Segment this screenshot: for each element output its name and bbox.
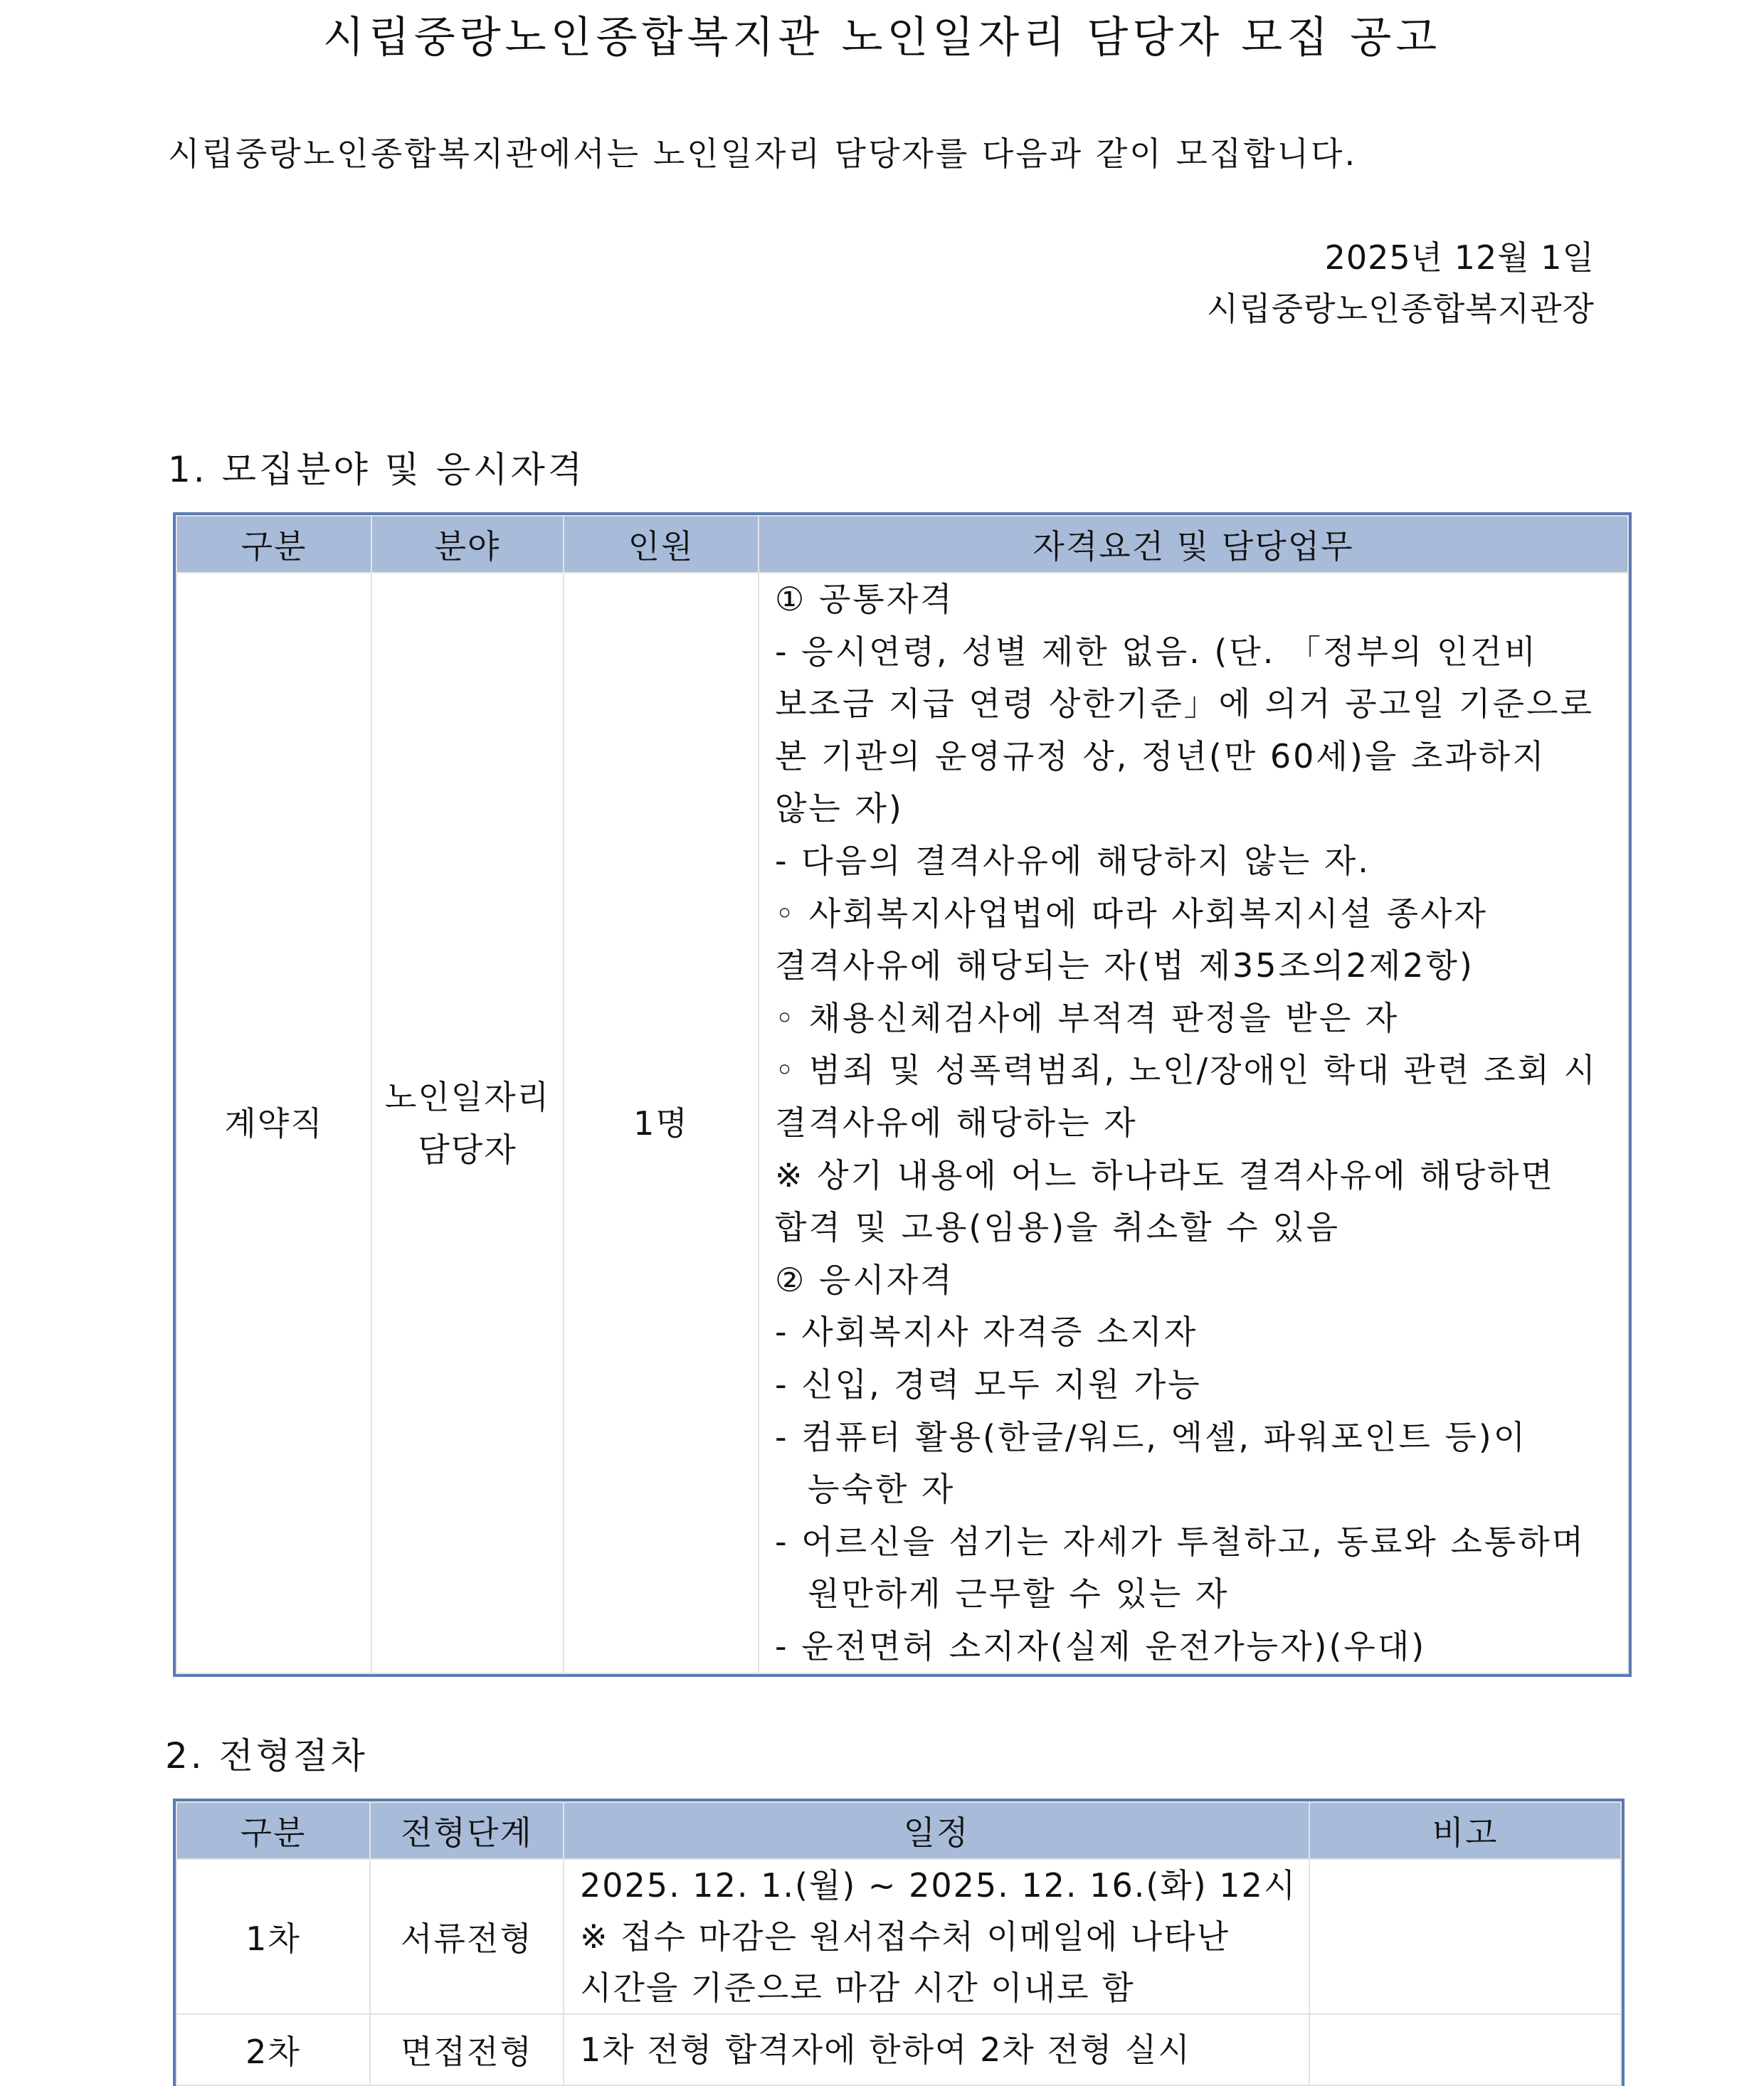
job-field-line: 노인일자리 (384, 1077, 551, 1116)
stage-note (1309, 2014, 1621, 2085)
notice-date: 2025년 12월 1일 (1324, 238, 1595, 277)
selection-table (176, 1801, 1622, 2086)
employment-type: 계약직 (176, 573, 371, 1673)
requirements-cell (759, 573, 1628, 1673)
requirement-line: 본 기관의 운영규정 상, 정년(만 60세)을 초과하지 (775, 736, 1546, 775)
requirement-line: 결격사유에 해당되는 자(법 제35조의2제2항) (775, 946, 1474, 985)
requirement-line: ② 응시자격 (775, 1260, 954, 1299)
job-field (371, 573, 564, 1673)
recruitment-header-row (176, 516, 1628, 573)
job-field-line: 담당자 (418, 1130, 517, 1169)
section-heading-selection: 2. 전형절차 (165, 1735, 368, 1777)
requirement-line: ◦ 채용신체검사에 부적격 판정을 받은 자 (775, 998, 1400, 1037)
selection-header-row (176, 1802, 1621, 1859)
requirement-line: - 사회복지사 자격증 소지자 (775, 1313, 1198, 1352)
requirement-line: ① 공통자격 (775, 580, 954, 618)
stage-name: 면접전형 (370, 2014, 564, 2085)
requirement-line: ◦ 범죄 및 성폭력범죄, 노인/장애인 학대 관련 조회 시 (775, 1051, 1597, 1090)
header-schedule: 일정 (564, 1802, 1309, 1859)
section-heading-recruitment: 1. 모집분야 및 응시자격 (168, 449, 586, 490)
stage-note (1309, 1859, 1621, 2014)
requirement-line: ◦ 사회복지사업법에 따라 사회복지시설 종사자 (775, 894, 1488, 933)
requirement-line: - 어르신을 섬기는 자세가 투철하고, 동료와 소통하며 (775, 1522, 1586, 1561)
table-row (176, 2014, 1621, 2085)
requirement-line: - 다음의 결격사유에 해당하지 않는 자. (775, 841, 1370, 880)
headcount: 1명 (564, 573, 759, 1673)
recruitment-table (176, 515, 1629, 1674)
header-step: 전형단계 (370, 1802, 564, 1859)
page-title: 시립중랑노인종합복지관 노인일자리 담당자 모집 공고 (322, 13, 1442, 63)
stage-number: 1차 (176, 1859, 370, 2014)
schedule-line: 1차 전형 합격자에 한하여 2차 전형 실시 (580, 2031, 1191, 2069)
header-requirements: 자격요건 및 담당업무 (759, 516, 1628, 573)
requirement-line: - 신입, 경력 모두 지원 가능 (775, 1365, 1202, 1404)
requirement-line: 보조금 지급 연령 상한기준」에 의거 공고일 기준으로 (775, 684, 1594, 724)
schedule-line: 2025. 12. 1.(월) ~ 2025. 12. 16.(화) 12시 (580, 1866, 1297, 1905)
schedule-line: 시간을 기준으로 마감 시간 이내로 함 (580, 1969, 1135, 2007)
requirement-line: 결격사유에 해당하는 자 (775, 1103, 1138, 1142)
stage-number: 2차 (176, 2014, 370, 2085)
header-category: 구분 (176, 516, 371, 573)
requirement-line: 합격 및 고용(임용)을 취소할 수 있음 (775, 1208, 1341, 1247)
requirement-line: ※ 상기 내용에 어느 하나라도 결격사유에 해당하면 (775, 1155, 1555, 1195)
header-note: 비고 (1309, 1802, 1621, 1859)
stage-schedule (564, 1859, 1309, 2014)
table-row (176, 573, 1628, 1673)
schedule-line: ※ 접수 마감은 원서접수처 이메일에 나타난 (580, 1917, 1230, 1956)
stage-schedule (564, 2014, 1309, 2085)
intro-text: 시립중랑노인종합복지관에서는 노인일자리 담당자를 다음과 같이 모집합니다. (168, 134, 1358, 173)
notice-signer: 시립중랑노인종합복지관장 (1206, 290, 1595, 328)
requirement-line: - 운전면허 소지자(실제 운전가능자)(우대) (775, 1626, 1427, 1666)
requirement-line: 않는 자) (775, 789, 904, 828)
requirement-line: 능숙한 자 (808, 1470, 956, 1509)
header-count: 인원 (564, 516, 759, 573)
requirement-line: - 컴퓨터 활용(한글/워드, 엑셀, 파워포인트 등)이 (775, 1417, 1528, 1456)
table-row (176, 1859, 1621, 2014)
requirement-line: - 응시연령, 성별 제한 없음. (단. 「정부의 인건비 (775, 632, 1538, 671)
stage-name: 서류전형 (370, 1859, 564, 2014)
header-field: 분야 (371, 516, 564, 573)
header-stage: 구분 (176, 1802, 370, 1859)
requirement-line: 원만하게 근무할 수 있는 자 (808, 1574, 1230, 1614)
